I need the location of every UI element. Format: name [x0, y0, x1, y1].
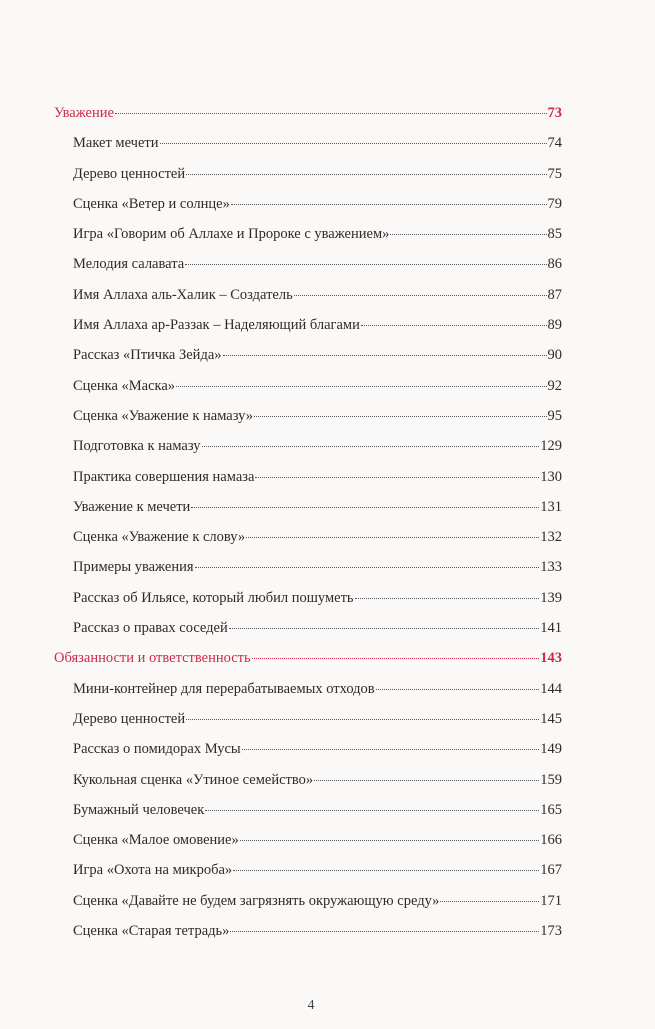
toc-section-title: Обязанности и ответственность	[54, 650, 251, 667]
toc-entry	[54, 862, 562, 892]
dot-leader	[230, 931, 539, 932]
dot-leader	[355, 598, 540, 599]
dot-leader	[231, 204, 547, 205]
toc-section-heading	[54, 105, 562, 135]
toc-page-number: 130	[540, 468, 562, 485]
toc-entry	[54, 741, 562, 771]
toc-entry-title: Рассказ «Птичка Зейда»	[73, 347, 222, 364]
toc-page-number: 149	[540, 741, 562, 758]
dot-leader	[233, 870, 539, 871]
toc-entry-title: Игра «Говорим об Аллахе и Пророке с уважением»	[73, 226, 390, 243]
toc-entry	[54, 620, 562, 650]
toc-entry	[54, 469, 562, 499]
toc-entry	[54, 893, 562, 923]
toc-entry-title: Имя Аллаха ар-Раззак – Наделяющий благами	[73, 317, 360, 334]
toc-entry	[54, 529, 562, 559]
toc-page-number: 89	[547, 317, 562, 334]
toc-entry-title: Макет мечети	[73, 135, 159, 152]
toc-entry-title: Бумажный человечек	[73, 801, 205, 818]
toc-entry-title: Сценка «Маска»	[73, 377, 176, 394]
toc-page-number: 171	[540, 892, 562, 909]
toc-section-heading	[54, 650, 562, 680]
toc-page-number: 87	[547, 286, 562, 303]
toc-entry	[54, 196, 562, 226]
toc-entry-title: Сценка «Малое омовение»	[73, 832, 239, 849]
toc-page-number: 85	[547, 226, 562, 243]
toc-page-number: 145	[540, 710, 562, 727]
toc-entry-title: Сценка «Давайте не будем загрязнять окружающую среду»	[73, 892, 440, 909]
dot-leader	[376, 689, 540, 690]
toc-page-number: 166	[540, 832, 562, 849]
dot-leader	[254, 416, 547, 417]
dot-leader	[223, 355, 547, 356]
toc-page-number: 167	[540, 862, 562, 879]
toc-page-number: 73	[547, 105, 562, 121]
dot-leader	[195, 567, 540, 568]
toc-entry	[54, 378, 562, 408]
dot-leader	[240, 840, 540, 841]
dot-leader	[185, 264, 546, 265]
toc-entry	[54, 802, 562, 832]
toc-page-number: 79	[547, 195, 562, 212]
toc-entry-title: Рассказ об Ильясе, который любил пошуметь	[73, 589, 354, 606]
toc-entry	[54, 226, 562, 256]
dot-leader	[390, 234, 546, 235]
dot-leader	[242, 749, 540, 750]
toc-page-number: 131	[540, 498, 562, 515]
toc-page-number: 133	[540, 559, 562, 576]
toc-entry-title: Подготовка к намазу	[73, 438, 201, 455]
toc-entry-title: Имя Аллаха аль-Халик – Создатель	[73, 286, 293, 303]
dot-leader	[229, 628, 540, 629]
toc-page-number: 144	[540, 680, 562, 697]
toc-entry	[54, 166, 562, 196]
toc-entry-title: Практика совершения намаза	[73, 468, 255, 485]
toc-entry	[54, 256, 562, 286]
dot-leader	[246, 537, 539, 538]
toc-entry-title: Сценка «Ветер и солнце»	[73, 195, 230, 212]
toc-entry	[54, 590, 562, 620]
toc-page-number: 75	[547, 165, 562, 182]
dot-leader	[160, 143, 547, 144]
toc-page-number: 143	[540, 650, 562, 667]
toc-entry	[54, 832, 562, 862]
toc-entry	[54, 711, 562, 741]
toc-page-number: 132	[540, 529, 562, 546]
toc-entry-title: Сценка «Старая тетрадь»	[73, 923, 230, 940]
dot-leader	[252, 658, 540, 659]
dot-leader	[186, 719, 539, 720]
dot-leader	[191, 507, 539, 508]
toc-page-number: 139	[540, 589, 562, 606]
toc-entry	[54, 317, 562, 347]
toc-entry-title: Дерево ценностей	[73, 165, 186, 182]
toc-page-number: 90	[547, 347, 562, 364]
toc-entry-title: Уважение к мечети	[73, 498, 191, 515]
toc-entry	[54, 408, 562, 438]
toc-entry	[54, 347, 562, 377]
dot-leader	[202, 446, 540, 447]
toc-page-number: 86	[547, 256, 562, 273]
toc-page-number: 173	[540, 923, 562, 940]
toc-entry-title: Сценка «Уважение к намазу»	[73, 407, 253, 424]
toc-page-number: 141	[540, 620, 562, 637]
toc-page-number: 159	[540, 771, 562, 788]
toc-entry	[54, 135, 562, 165]
toc-page-number: 129	[540, 438, 562, 455]
dot-leader	[361, 325, 547, 326]
toc-page-number: 92	[547, 377, 562, 394]
toc-entry	[54, 923, 562, 953]
toc-entry	[54, 287, 562, 317]
toc-entry-title: Примеры уважения	[73, 559, 194, 576]
table-of-contents	[54, 105, 562, 953]
toc-entry-title: Рассказ о правах соседей	[73, 620, 228, 637]
toc-section-title: Уважение	[54, 105, 114, 121]
dot-leader	[440, 901, 539, 902]
toc-page-number: 95	[547, 407, 562, 424]
toc-entry-title: Игра «Охота на микроба»	[73, 862, 233, 879]
toc-entry-title: Сценка «Уважение к слову»	[73, 529, 246, 546]
toc-entry-title: Мини-контейнер для перерабатываемых отходов	[73, 680, 375, 697]
toc-entry	[54, 681, 562, 711]
toc-entry	[54, 438, 562, 468]
toc-entry-title: Мелодия салавата	[73, 256, 185, 273]
dot-leader	[186, 174, 546, 175]
dot-leader	[294, 295, 547, 296]
toc-page-number: 74	[547, 135, 562, 152]
dot-leader	[205, 810, 539, 811]
toc-entry-title: Дерево ценностей	[73, 710, 186, 727]
dot-leader	[115, 113, 547, 114]
toc-entry	[54, 559, 562, 589]
toc-entry	[54, 772, 562, 802]
dot-leader	[314, 780, 539, 781]
toc-entry-title: Кукольная сценка «Утиное семейство»	[73, 771, 314, 788]
toc-entry-title: Рассказ о помидорах Мусы	[73, 741, 241, 758]
page-number: 4	[307, 998, 315, 1013]
dot-leader	[176, 386, 546, 387]
toc-entry	[54, 499, 562, 529]
toc-page-number: 165	[540, 801, 562, 818]
dot-leader	[255, 477, 539, 478]
